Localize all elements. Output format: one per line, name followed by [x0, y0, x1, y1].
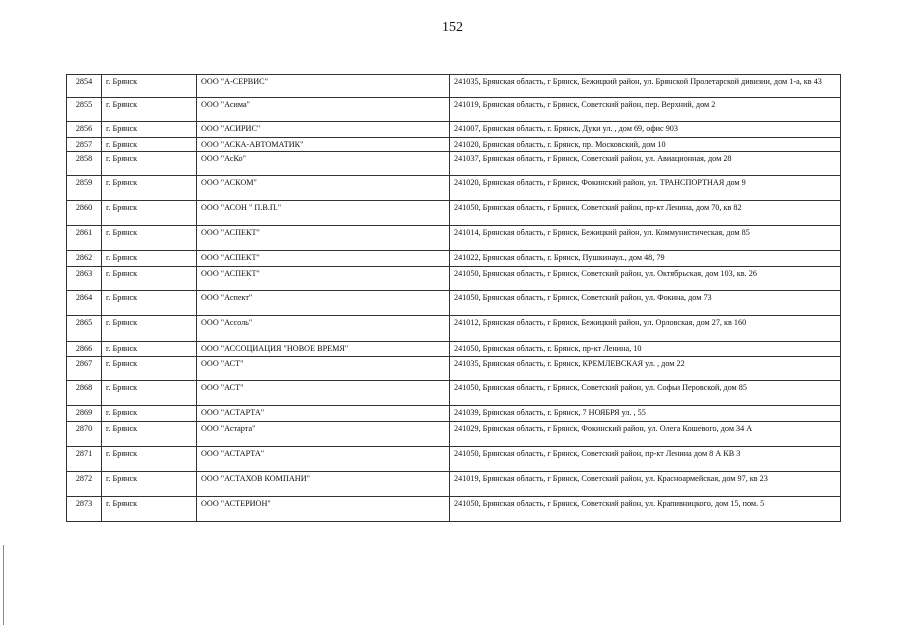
table-row: [67, 406, 841, 422]
address-cell: 241020, Брянская область, г Брянск, Фокинский район, ул. ТРАНСПОРТНАЯ дом 9: [450, 176, 841, 201]
city-cell: г. Брянск: [102, 316, 197, 342]
page-number: 152: [442, 20, 463, 35]
row-number-cell: 2870: [67, 422, 102, 447]
row-number-cell: 2864: [67, 291, 102, 316]
row-number-cell: 2861: [67, 226, 102, 251]
row-number-cell: 2863: [67, 267, 102, 291]
city-cell: г. Брянск: [102, 342, 197, 357]
table-row: [67, 447, 841, 472]
table-row: [67, 291, 841, 316]
row-number-cell: 2869: [67, 406, 102, 422]
address-cell: 241050, Брянская область, г Брянск, Советский район, пр-кт Ленина дом 8 А КВ 3: [450, 447, 841, 472]
city-cell: г. Брянск: [102, 176, 197, 201]
address-cell: 241035, Брянская область, г. Брянск, КРЕМЛЕВСКАЯ ул. , дом 22: [450, 357, 841, 381]
organization-name-cell: ООО "АССОЦИАЦИЯ "НОВОЕ ВРЕМЯ": [197, 342, 450, 357]
city-cell: г. Брянск: [102, 381, 197, 406]
city-cell: г. Брянск: [102, 201, 197, 226]
table-row: [67, 98, 841, 122]
row-number-cell: 2868: [67, 381, 102, 406]
scan-edge-line: [3, 545, 4, 625]
row-number-cell: 2860: [67, 201, 102, 226]
address-cell: 241022, Брянская область, г. Брянск, Пушкинаул., дом 48, 79: [450, 251, 841, 267]
organization-name-cell: ООО "АСКА-АВТОМАТИК": [197, 138, 450, 152]
row-number-cell: 2866: [67, 342, 102, 357]
row-number-cell: 2867: [67, 357, 102, 381]
table-row: [67, 152, 841, 176]
registry-table: [66, 74, 841, 522]
table-row: [67, 176, 841, 201]
address-cell: 241050, Брянская область, г. Брянск, пр-кт Ленина, 10: [450, 342, 841, 357]
row-number-cell: 2857: [67, 138, 102, 152]
row-number-cell: 2873: [67, 497, 102, 522]
organization-name-cell: ООО "АСТЕРИОН": [197, 497, 450, 522]
row-number-cell: 2855: [67, 98, 102, 122]
row-number-cell: 2859: [67, 176, 102, 201]
registry-table-body: [67, 75, 841, 522]
table-row: [67, 122, 841, 138]
row-number-cell: 2856: [67, 122, 102, 138]
address-cell: 241037, Брянская область, г Брянск, Советский район, ул. Авиационная, дом 28: [450, 152, 841, 176]
table-row: [67, 316, 841, 342]
table-row: [67, 267, 841, 291]
address-cell: 241029, Брянская область, г Брянск, Фокинский район, ул. Олега Кошевого, дом 34 А: [450, 422, 841, 447]
table-row: [67, 138, 841, 152]
table-row: [67, 472, 841, 497]
city-cell: г. Брянск: [102, 422, 197, 447]
address-cell: 241019, Брянская область, г Брянск, Советский район, пер. Верхний, дом 2: [450, 98, 841, 122]
organization-name-cell: ООО "АСТ": [197, 357, 450, 381]
table-row: [67, 342, 841, 357]
row-number-cell: 2862: [67, 251, 102, 267]
city-cell: г. Брянск: [102, 122, 197, 138]
table-row: [67, 497, 841, 522]
city-cell: г. Брянск: [102, 472, 197, 497]
row-number-cell: 2865: [67, 316, 102, 342]
table-row: [67, 251, 841, 267]
row-number-cell: 2872: [67, 472, 102, 497]
organization-name-cell: ООО "АСТАРТА": [197, 447, 450, 472]
address-cell: 241039, Брянская область, г. Брянск, 7 НОЯБРЯ ул. , 55: [450, 406, 841, 422]
address-cell: 241035, Брянская область, г Брянск, Бежицкий район, ул. Брянской Пролетарской дивизии, дом 1-а, кв 43: [450, 75, 841, 98]
address-cell: 241050, Брянская область, г Брянск, Советский район, ул. Крапивницкого, дом 15, пом. 5: [450, 497, 841, 522]
city-cell: г. Брянск: [102, 152, 197, 176]
city-cell: г. Брянск: [102, 406, 197, 422]
organization-name-cell: ООО "Аспект": [197, 291, 450, 316]
address-cell: 241020, Брянская область, г. Брянск, пр. Московский, дом 10: [450, 138, 841, 152]
organization-name-cell: ООО "А-СЕРВИС": [197, 75, 450, 98]
address-cell: 241012, Брянская область, г Брянск, Бежицкий район, ул. Орловская, дом 27, кв 160: [450, 316, 841, 342]
city-cell: г. Брянск: [102, 447, 197, 472]
organization-name-cell: ООО "АСПЕКТ": [197, 267, 450, 291]
organization-name-cell: ООО "АСПЕКТ": [197, 226, 450, 251]
organization-name-cell: ООО "АсКо": [197, 152, 450, 176]
organization-name-cell: ООО "АСПЕКТ": [197, 251, 450, 267]
city-cell: г. Брянск: [102, 357, 197, 381]
address-cell: 241050, Брянская область, г Брянск, Советский район, ул. Софьи Перовской, дом 85: [450, 381, 841, 406]
city-cell: г. Брянск: [102, 138, 197, 152]
organization-name-cell: ООО "АСОН " П.В.П.": [197, 201, 450, 226]
address-cell: 241050, Брянская область, г Брянск, Советский район, ул. Октябрьская, дом 103, кв. 26: [450, 267, 841, 291]
table-row: [67, 226, 841, 251]
table-row: [67, 75, 841, 98]
address-cell: 241007, Брянская область, г. Брянск, Дуки ул. , дом 69, офис 903: [450, 122, 841, 138]
organization-name-cell: ООО "АСТАРТА": [197, 406, 450, 422]
organization-name-cell: ООО "АСТАХОВ КОМПАНИ": [197, 472, 450, 497]
city-cell: г. Брянск: [102, 267, 197, 291]
city-cell: г. Брянск: [102, 98, 197, 122]
city-cell: г. Брянск: [102, 251, 197, 267]
table-row: [67, 422, 841, 447]
organization-name-cell: ООО "АСИРИС": [197, 122, 450, 138]
city-cell: г. Брянск: [102, 291, 197, 316]
organization-name-cell: ООО "АСТ": [197, 381, 450, 406]
organization-name-cell: ООО "АСКОМ": [197, 176, 450, 201]
city-cell: г. Брянск: [102, 226, 197, 251]
organization-name-cell: ООО "Ассоль": [197, 316, 450, 342]
city-cell: г. Брянск: [102, 497, 197, 522]
organization-name-cell: ООО "Астарта": [197, 422, 450, 447]
row-number-cell: 2871: [67, 447, 102, 472]
address-cell: 241014, Брянская область, г Брянск, Бежицкий район, ул. Коммунистическая, дом 85: [450, 226, 841, 251]
table-row: [67, 201, 841, 226]
table-row: [67, 357, 841, 381]
row-number-cell: 2854: [67, 75, 102, 98]
row-number-cell: 2858: [67, 152, 102, 176]
organization-name-cell: ООО "Асима": [197, 98, 450, 122]
city-cell: г. Брянск: [102, 75, 197, 98]
address-cell: 241050, Брянская область, г Брянск, Советский район, ул. Фокина, дом 73: [450, 291, 841, 316]
address-cell: 241050, Брянская область, г Брянск, Советский район, пр-кт Ленина, дом 70, кв 82: [450, 201, 841, 226]
table-row: [67, 381, 841, 406]
address-cell: 241019, Брянская область, г Брянск, Советский район, ул. Красноармейская, дом 97, кв 23: [450, 472, 841, 497]
